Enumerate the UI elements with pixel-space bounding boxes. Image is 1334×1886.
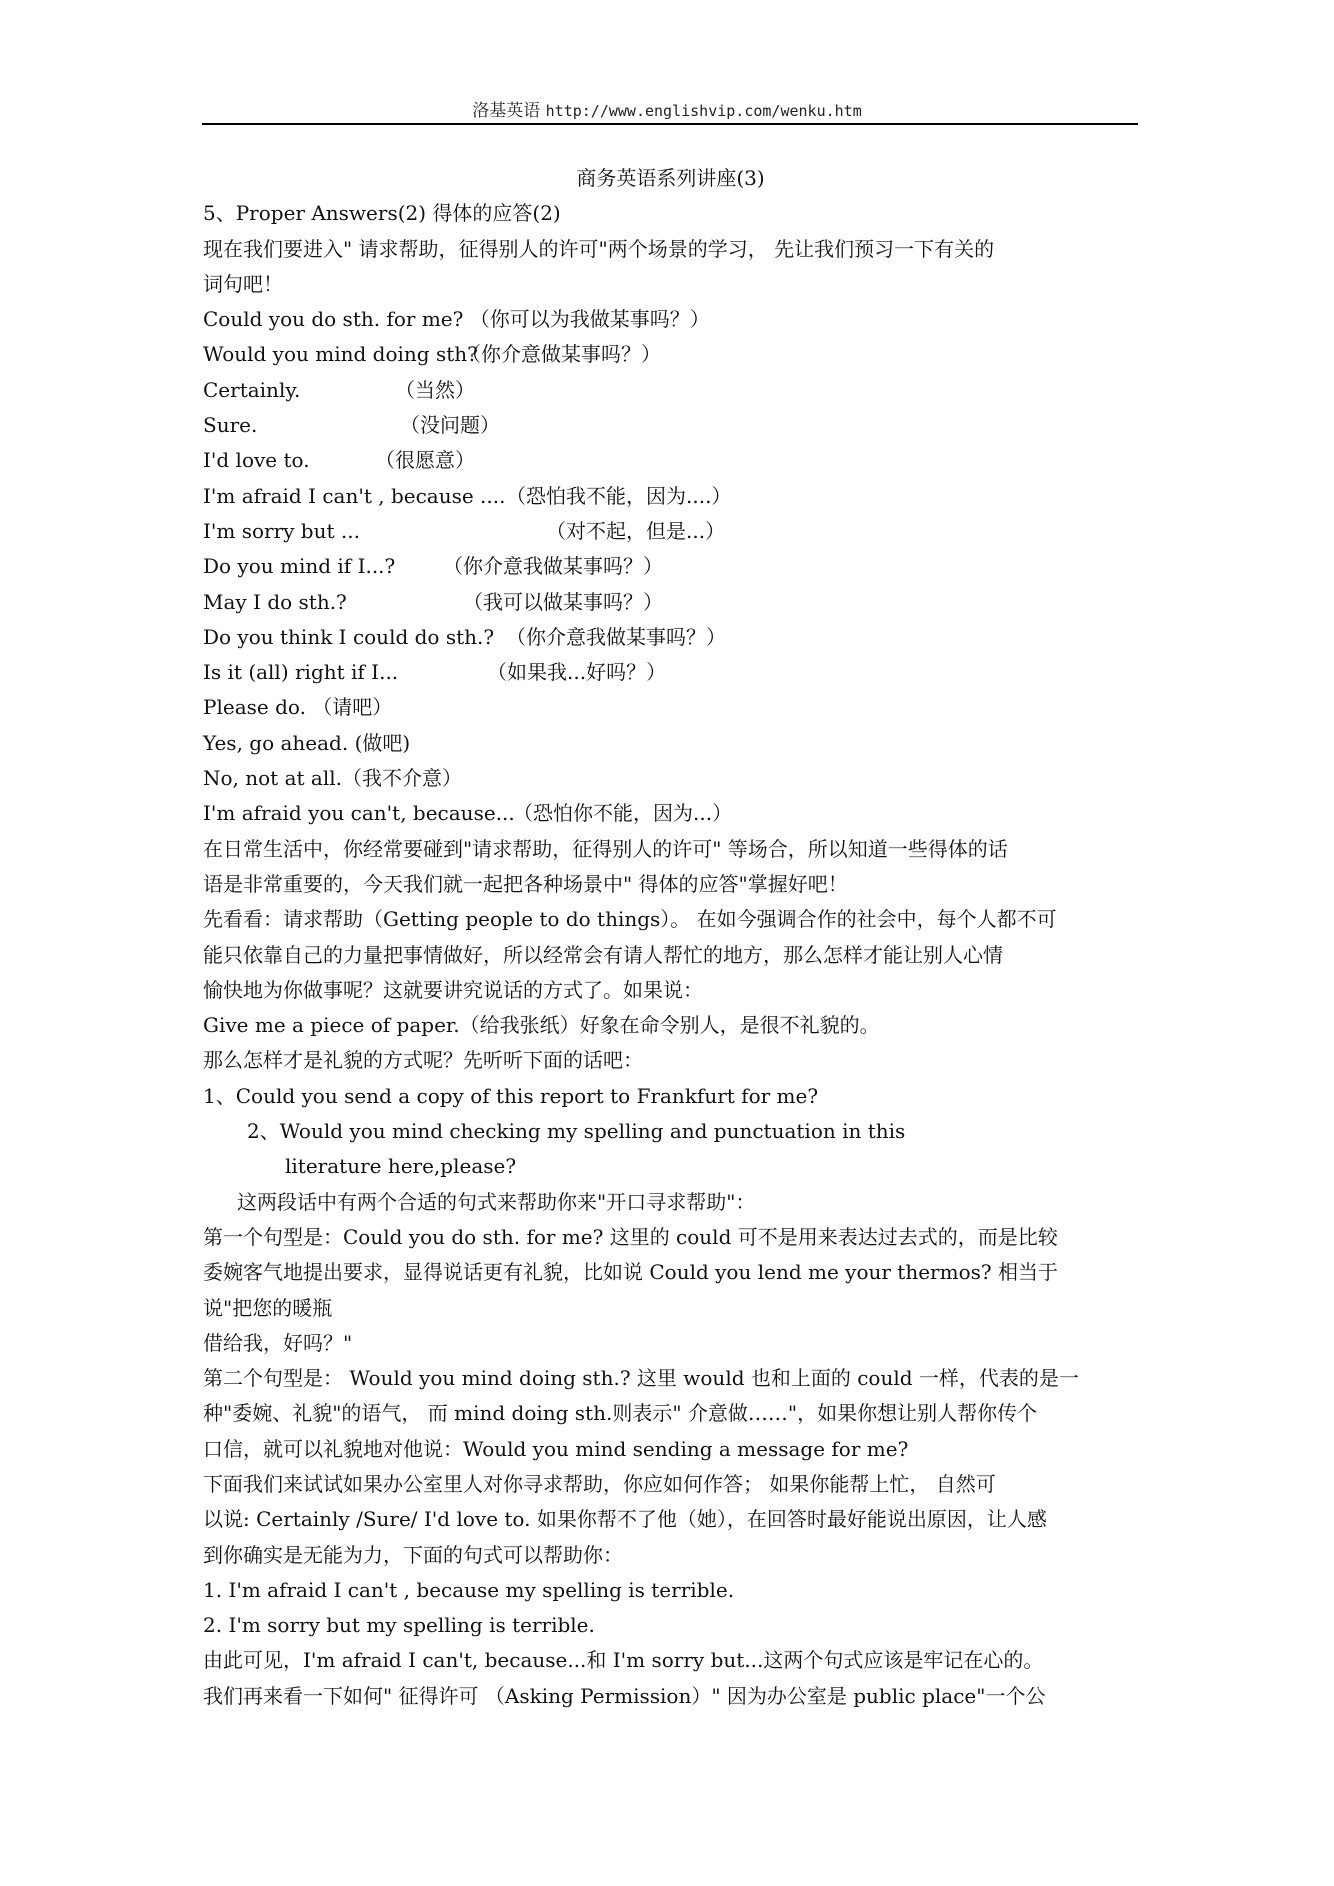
example-sentence: 2、Would you mind checking my spelling and punctuation in this — [247, 1119, 906, 1144]
phrase-en: Would you mind doing sth? — [203, 342, 478, 367]
phrase-zh: （你可以为我做某事吗？） — [469, 307, 710, 332]
header-site: 洛基英语 — [472, 101, 541, 121]
phrase-zh: （没问题） — [400, 413, 500, 438]
phrase-row — [203, 514, 1138, 549]
phrase-en: I'm afraid you can't, because... — [203, 801, 515, 826]
paragraph-line: 借给我，好吗？" — [203, 1330, 353, 1355]
example-summary: 这两段话中有两个合适的句式来帮助你来"开口寻求帮助"： — [237, 1189, 756, 1214]
section-heading: 5、Proper Answers(2) 得体的应答(2) — [203, 201, 561, 226]
header-url[interactable]: http://www.englishvip.com/wenku.htm — [545, 102, 862, 120]
example-sentence-cont: literature here,please? — [285, 1154, 517, 1179]
example-sentence: 1、Could you send a copy of this report to Frankfurt for me? — [203, 1083, 819, 1108]
phrase-en: Is it (all) right if I... — [203, 660, 399, 685]
page-header — [0, 96, 1334, 121]
phrase-row — [203, 443, 1138, 478]
paragraph-line: 第二个句型是： Would you mind doing sth.? 这里 would 也和上面的 could 一样，代表的是一 — [203, 1366, 1079, 1391]
phrase-zh: （我可以做某事吗？） — [463, 589, 663, 614]
phrase-zh: （当然） — [395, 377, 475, 402]
phrase-zh: （你介意做某事吗？） — [461, 342, 661, 367]
phrase-en: I'm sorry but ... — [203, 518, 360, 543]
phrase-row — [203, 549, 1138, 584]
phrase-en: Do you think I could do sth.? — [203, 624, 495, 649]
phrase-en: Certainly. — [203, 377, 301, 402]
paragraph-line: 在日常生活中，你经常要碰到"请求帮助，征得别人的许可" 等场合，所以知道一些得体的话 — [203, 836, 1008, 861]
phrase-row — [203, 337, 1138, 372]
phrase-row — [203, 408, 1138, 443]
phrase-en: May I do sth.? — [203, 589, 347, 614]
paragraph-line: 种"委婉、礼貌"的语气， 而 mind doing sth.则表示" 介意做……"，如果你想让别人帮你传个 — [203, 1401, 1038, 1426]
paragraph-line: 说"把您的暖瓶 — [203, 1295, 333, 1320]
intro-line: 现在我们要进入" 请求帮助，征得别人的许可"两个场景的学习， 先让我们预习一下有关的 — [203, 236, 995, 261]
phrase-row — [203, 373, 1138, 408]
phrase-en: Sure. — [203, 413, 258, 438]
paragraph-line: 我们再来看一下如何" 征得许可 （Asking Permission）" 因为办公室是 public place"一个公 — [203, 1683, 1046, 1708]
paragraph-line: 愉快地为你做事呢？这就要讲究说话的方式了。如果说： — [203, 977, 703, 1002]
phrase-zh: （请吧） — [312, 695, 393, 720]
phrase-row — [203, 726, 1138, 761]
document-title: 商务英语系列讲座(3) — [576, 166, 765, 190]
phrase-row — [203, 796, 1138, 831]
phrase-row — [203, 655, 1138, 690]
phrase-en: I'd love to. — [203, 448, 310, 473]
phrase-zh: （很愿意） — [375, 448, 475, 473]
phrase-row — [203, 690, 1138, 725]
paragraph-line: 以说: Certainly /Sure/ I'd love to. 如果你帮不了他（她），在回答时最好能说出原因，让人感 — [203, 1507, 1047, 1532]
phrase-en: Do you mind if I...? — [203, 554, 396, 579]
paragraph-line: 先看看：请求帮助（Getting people to do things）。 在如今强调合作的社会中，每个人都不可 — [203, 907, 1057, 932]
phrase-zh: (做吧) — [354, 730, 411, 755]
paragraph-line: 语是非常重要的，今天我们就一起把各种场景中" 得体的应答"掌握好吧！ — [203, 871, 848, 896]
phrase-zh: （恐怕我不能，因为....） — [506, 483, 732, 508]
paragraph-line: 到你确实是无能为力，下面的句式可以帮助你： — [203, 1542, 623, 1567]
phrase-en: No, not at all. — [203, 766, 342, 791]
phrase-row — [203, 302, 1138, 337]
paragraph-line: 由此可见，I'm afraid I can't, because...和 I'm sorry but...这两个句式应该是牢记在心的。 — [203, 1648, 1044, 1673]
phrase-zh: （你介意我做某事吗？） — [443, 554, 663, 579]
phrase-en: Yes, go ahead. — [203, 730, 349, 755]
intro-line: 词句吧！ — [203, 271, 283, 296]
answer-item: 2. I'm sorry but my spelling is terrible. — [203, 1613, 595, 1638]
phrase-zh: （我不介意） — [341, 766, 462, 791]
phrase-en: I'm afraid I can't , because .... — [203, 483, 506, 508]
phrase-zh: （对不起，但是...） — [546, 518, 726, 543]
phrase-zh: （如果我...好吗？） — [487, 660, 667, 685]
paragraph-line: 第一个句型是：Could you do sth. for me? 这里的 could 可不是用来表达过去式的，而是比较 — [203, 1224, 1058, 1249]
paragraph-line: 那么怎样才是礼貌的方式呢？先听听下面的话吧： — [203, 1048, 643, 1073]
answer-item: 1. I'm afraid I can't , because my spelling is terrible. — [203, 1577, 735, 1602]
paragraph-line: 口信，就可以礼貌地对他说：Would you mind sending a message for me? — [203, 1436, 909, 1461]
paragraph-line: Give me a piece of paper.（给我张纸）好象在命令别人，是很不礼貌的。 — [203, 1013, 880, 1038]
paragraph-line: 下面我们来试试如果办公室里人对你寻求帮助，你应如何作答； 如果你能帮上忙， 自然可 — [203, 1471, 996, 1496]
phrase-en: Could you do sth. for me? — [203, 307, 464, 332]
phrase-zh: （你介意我做某事吗？） — [506, 624, 726, 649]
paragraph-line: 能只依靠自己的力量把事情做好，所以经常会有请人帮忙的地方，那么怎样才能让别人心情 — [203, 942, 1003, 967]
paragraph-line: 委婉客气地提出要求，显得说话更有礼貌，比如说 Could you lend me your thermos? 相当于 — [203, 1260, 1058, 1285]
header-divider — [202, 123, 1138, 125]
phrase-row — [203, 585, 1138, 620]
phrase-en: Please do. — [203, 695, 306, 720]
phrase-row — [203, 479, 1138, 514]
phrase-row — [203, 620, 1138, 655]
phrase-row — [203, 761, 1138, 796]
document-body — [203, 161, 1138, 1714]
phrase-zh: （恐怕你不能，因为...） — [513, 801, 733, 826]
